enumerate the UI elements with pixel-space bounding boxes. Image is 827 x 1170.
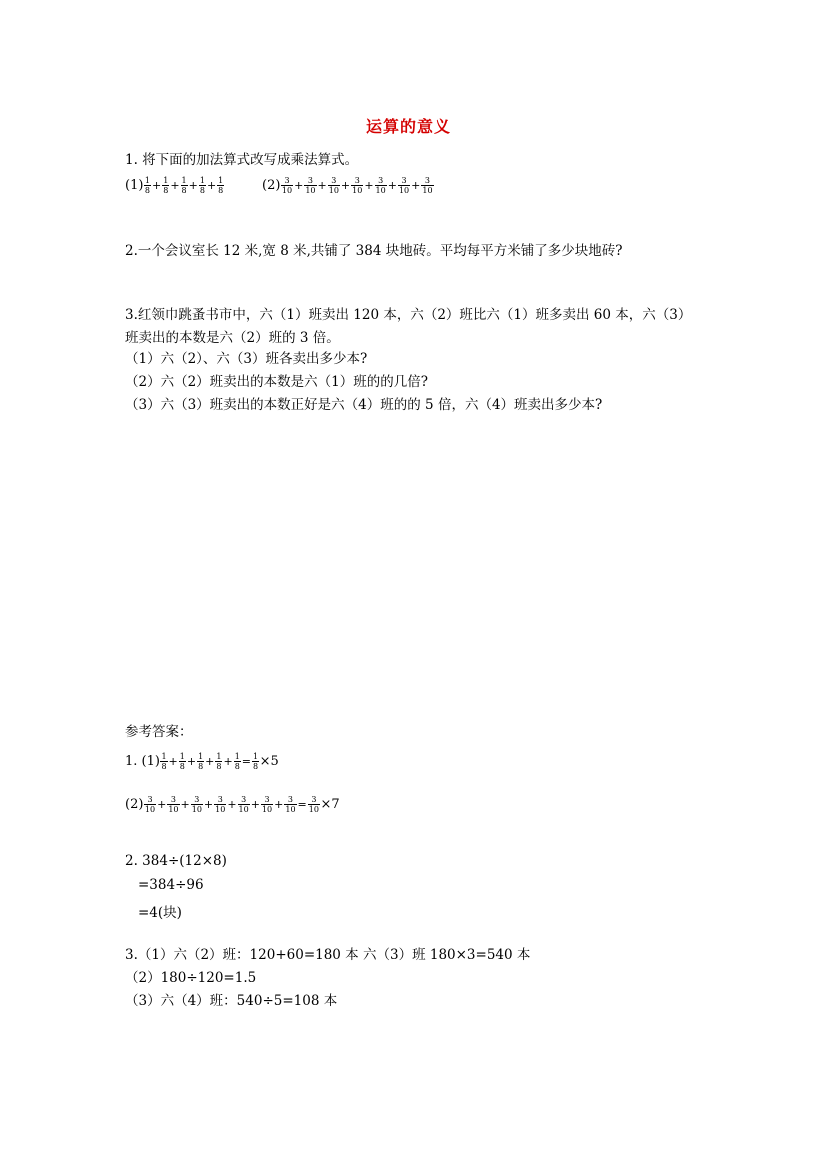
fraction-denominator: 8 bbox=[163, 186, 169, 195]
fraction-denominator: 10 bbox=[308, 805, 319, 814]
question-3-sub-1: （1）六（2）、六（3）班各卖出多少本? bbox=[125, 351, 368, 367]
multiply-suffix: ×5 bbox=[259, 754, 279, 769]
plus-sign: + bbox=[274, 798, 284, 811]
plus-sign: + bbox=[157, 798, 167, 811]
fraction bbox=[179, 752, 186, 771]
plus-sign: + bbox=[317, 179, 327, 192]
fraction-numerator: 1 bbox=[161, 752, 167, 761]
answer-3-line-2: （2）180÷120=1.5 bbox=[125, 970, 257, 986]
fraction bbox=[217, 176, 224, 195]
answer-1-part-2 bbox=[125, 795, 340, 814]
fraction bbox=[167, 795, 179, 814]
plus-sign: + bbox=[180, 798, 190, 811]
fraction bbox=[191, 795, 203, 814]
multiply-suffix: ×7 bbox=[320, 797, 340, 812]
fraction-numerator: 1 bbox=[216, 752, 222, 761]
fraction-numerator: 3 bbox=[191, 795, 203, 805]
plus-sign: + bbox=[250, 798, 260, 811]
fraction bbox=[144, 795, 156, 814]
plus-sign: + bbox=[205, 755, 215, 768]
fraction-denominator: 10 bbox=[144, 805, 156, 814]
fraction-numerator: 3 bbox=[238, 795, 250, 805]
plus-sign: + bbox=[340, 179, 351, 192]
plus-sign: + bbox=[294, 179, 304, 192]
fraction bbox=[284, 795, 296, 814]
fraction-numerator: 3 bbox=[144, 795, 156, 805]
fraction-numerator: 3 bbox=[167, 795, 179, 805]
answer-2-line-3: =4(块) bbox=[138, 905, 182, 921]
part-label: (1) bbox=[125, 178, 144, 193]
fraction-denominator: 10 bbox=[238, 805, 249, 814]
fraction bbox=[144, 176, 151, 195]
fraction-denominator: 10 bbox=[191, 805, 202, 814]
fraction-numerator: 1 bbox=[199, 176, 205, 185]
part-label: 1. (1) bbox=[125, 754, 160, 769]
equals-sign: = bbox=[297, 798, 307, 811]
question-3-line-1: 3.红领巾跳蚤书市中，六（1）班卖出 120 本，六（2）班比六（1）班多卖出 60 本，六（3） bbox=[125, 307, 692, 323]
fraction-numerator: 3 bbox=[281, 176, 293, 186]
fraction-numerator: 1 bbox=[179, 752, 185, 761]
fraction-sum bbox=[280, 176, 434, 195]
fraction-numerator: 3 bbox=[375, 176, 387, 186]
question-3-line-2: 班卖出的本数是六（2）班的 3 倍。 bbox=[125, 330, 340, 346]
fraction-denominator: 8 bbox=[218, 186, 224, 195]
question-1-part-1 bbox=[125, 176, 225, 195]
fraction bbox=[162, 176, 169, 195]
fraction-denominator: 10 bbox=[375, 186, 386, 195]
fraction-numerator: 1 bbox=[163, 176, 169, 185]
fraction-denominator: 10 bbox=[352, 186, 363, 195]
part-label: (2) bbox=[125, 797, 144, 812]
plus-sign: + bbox=[387, 179, 397, 192]
fraction-denominator: 10 bbox=[328, 186, 339, 195]
fraction bbox=[351, 176, 363, 195]
fraction bbox=[281, 176, 293, 195]
fraction bbox=[215, 752, 222, 771]
fraction-denominator: 8 bbox=[181, 186, 187, 195]
fraction-numerator: 3 bbox=[398, 176, 410, 186]
fraction-numerator: 1 bbox=[198, 752, 204, 761]
fraction-denominator: 8 bbox=[198, 762, 204, 771]
answer-2-line-1: 2. 384÷(12×8) bbox=[125, 853, 227, 869]
fraction-numerator: 1 bbox=[218, 176, 224, 185]
plus-sign: + bbox=[168, 755, 178, 768]
fraction-numerator: 1 bbox=[234, 752, 240, 761]
answer-3-line-1: 3.（1）六（2）班：120+60=180 本 六（3）班 180×3=540 本 bbox=[125, 947, 531, 963]
plus-sign: + bbox=[411, 179, 421, 192]
fraction-denominator: 8 bbox=[161, 762, 167, 771]
fraction bbox=[261, 795, 273, 814]
fraction bbox=[238, 795, 250, 814]
fraction-denominator: 8 bbox=[179, 762, 185, 771]
fraction-denominator: 10 bbox=[285, 805, 296, 814]
fraction bbox=[199, 176, 206, 195]
fraction-sum bbox=[160, 752, 279, 771]
equals-sign: = bbox=[241, 755, 252, 768]
fraction-denominator: 10 bbox=[215, 805, 226, 814]
fraction bbox=[375, 176, 387, 195]
plus-sign: + bbox=[152, 179, 162, 192]
plus-sign: + bbox=[364, 179, 374, 192]
plus-sign: + bbox=[227, 798, 237, 811]
answer-2-line-2: =384÷96 bbox=[138, 877, 204, 893]
plus-sign: + bbox=[223, 755, 233, 768]
fraction-numerator: 3 bbox=[284, 795, 296, 805]
fraction-numerator: 1 bbox=[253, 752, 259, 761]
fraction-numerator: 3 bbox=[421, 176, 433, 186]
fraction bbox=[398, 176, 410, 195]
plus-sign: + bbox=[188, 179, 198, 192]
answers-heading: 参考答案： bbox=[125, 724, 193, 740]
fraction-numerator: 3 bbox=[261, 795, 273, 805]
fraction bbox=[421, 176, 433, 195]
question-3-sub-3: （3）六（3）班卖出的本数正好是六（4）班的的 5 倍，六（4）班卖出多少本? bbox=[125, 397, 603, 413]
fraction-denominator: 8 bbox=[253, 762, 259, 771]
part-label: (2) bbox=[262, 178, 281, 193]
fraction-denominator: 10 bbox=[281, 186, 293, 195]
fraction bbox=[304, 176, 316, 195]
fraction bbox=[197, 752, 204, 771]
fraction-denominator: 8 bbox=[216, 762, 222, 771]
fraction-numerator: 1 bbox=[144, 176, 151, 185]
fraction-denominator: 10 bbox=[422, 186, 433, 195]
fraction-numerator: 1 bbox=[181, 176, 187, 185]
plus-sign: + bbox=[206, 179, 217, 192]
fraction-denominator: 8 bbox=[199, 186, 205, 195]
fraction-denominator: 8 bbox=[144, 186, 151, 195]
fraction bbox=[234, 752, 241, 771]
plus-sign: + bbox=[170, 179, 180, 192]
fraction-numerator: 3 bbox=[214, 795, 226, 805]
fraction bbox=[252, 752, 259, 771]
fraction-sum bbox=[143, 176, 224, 195]
fraction-sum bbox=[143, 795, 339, 814]
fraction-denominator: 10 bbox=[168, 805, 179, 814]
plus-sign: + bbox=[186, 755, 197, 768]
answer-3-line-3: （3）六（4）班：540÷5=108 本 bbox=[125, 993, 338, 1009]
fraction-denominator: 10 bbox=[261, 805, 273, 814]
answer-1-part-1 bbox=[125, 752, 279, 771]
page-title: 运算的意义 bbox=[366, 117, 452, 136]
fraction bbox=[308, 795, 320, 814]
fraction-numerator: 3 bbox=[351, 176, 363, 186]
fraction-denominator: 10 bbox=[398, 186, 410, 195]
fraction-numerator: 3 bbox=[304, 176, 316, 186]
plus-sign: + bbox=[203, 798, 214, 811]
fraction bbox=[214, 795, 226, 814]
question-3-sub-2: （2）六（2）班卖出的本数是六（1）班的的几倍? bbox=[125, 374, 429, 390]
fraction-denominator: 8 bbox=[234, 762, 240, 771]
fraction bbox=[181, 176, 188, 195]
fraction-denominator: 10 bbox=[305, 186, 316, 195]
fraction-numerator: 3 bbox=[308, 795, 320, 805]
question-1-part-2 bbox=[262, 176, 434, 195]
question-2-text: 2.一个会议室长 12 米,宽 8 米,共铺了 384 块地砖。平均每平方米铺了多少块地砖? bbox=[125, 243, 623, 259]
question-1-text: 1. 将下面的加法算式改写成乘法算式。 bbox=[125, 152, 359, 168]
fraction bbox=[328, 176, 340, 195]
fraction bbox=[160, 752, 167, 771]
fraction-numerator: 3 bbox=[328, 176, 340, 186]
